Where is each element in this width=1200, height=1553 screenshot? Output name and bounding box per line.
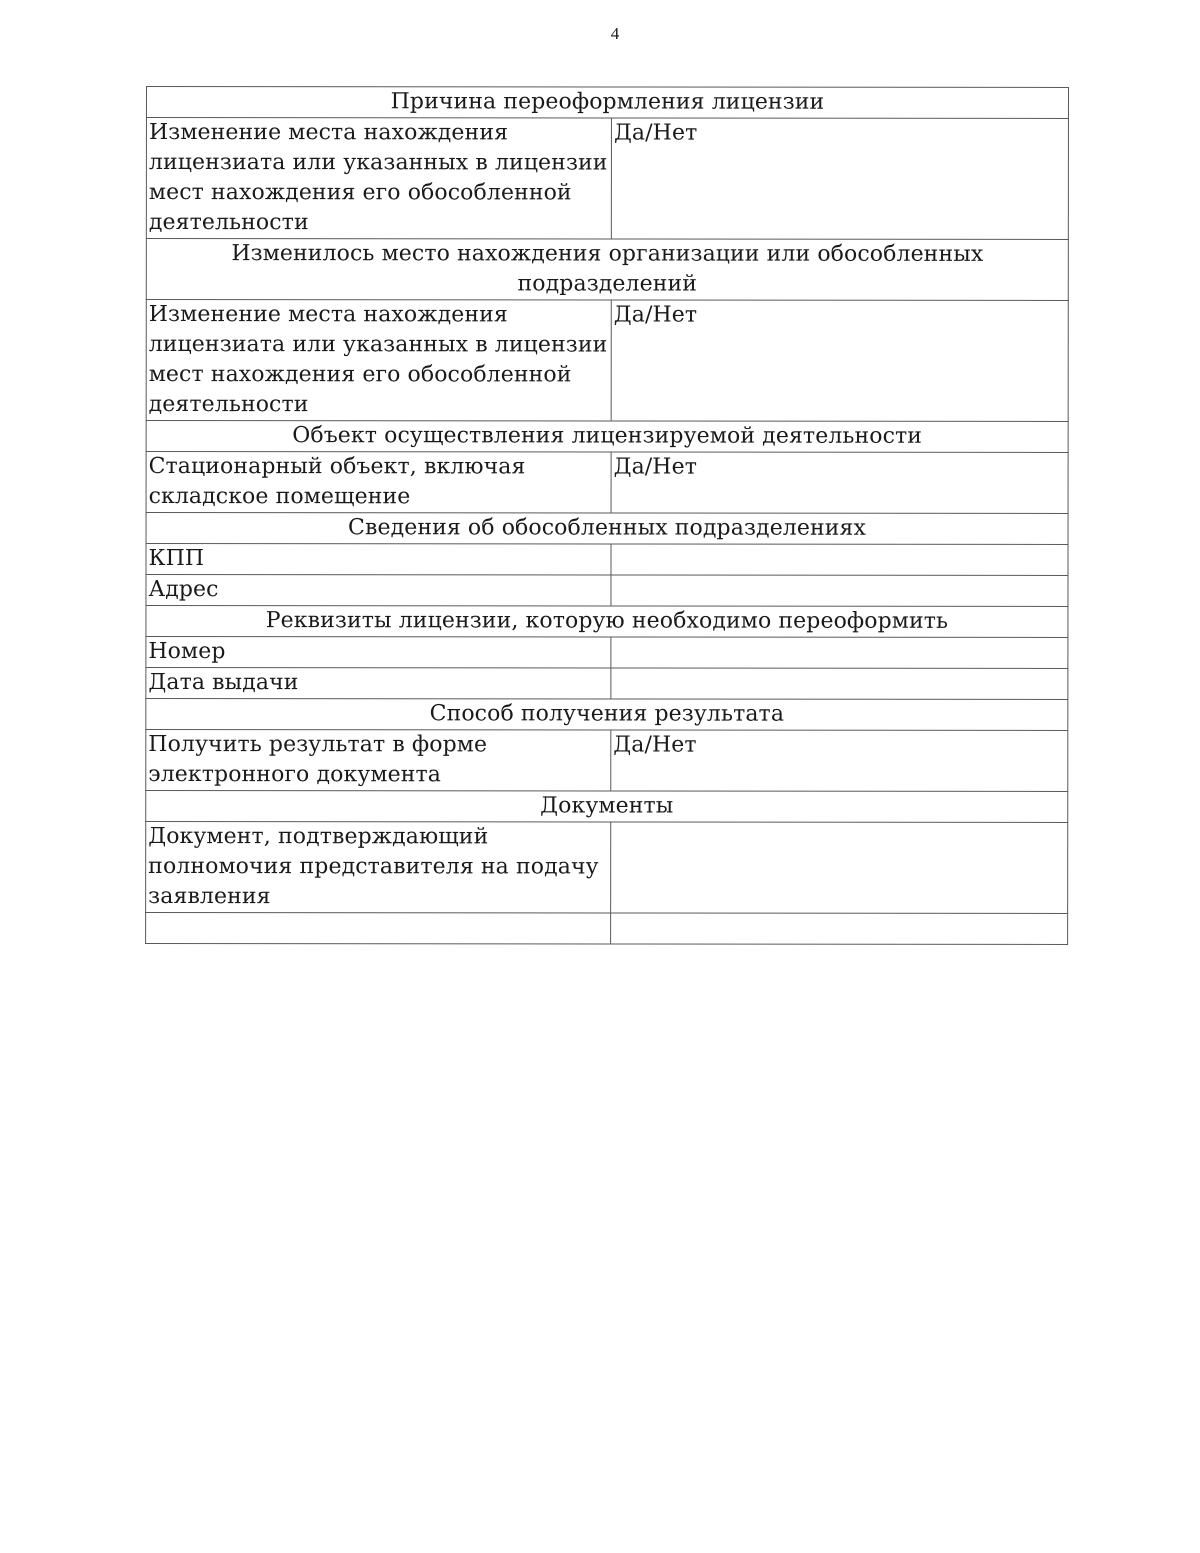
reason-row (146, 118, 1068, 240)
address-row (146, 575, 1068, 607)
section-header-row (146, 699, 1068, 731)
reason-title: Причина переоформления лицензии (146, 87, 1068, 119)
result-method-value[interactable]: Да/Нет (611, 730, 1068, 791)
object-value[interactable]: Да/Нет (611, 452, 1068, 513)
section-header-row (146, 791, 1068, 823)
kpp-label: КПП (146, 544, 611, 575)
license-number-label: Номер (146, 637, 611, 668)
license-details-title: Реквизиты лицензии, которую необходимо переоформить (146, 606, 1068, 638)
documents-title: Документы (146, 791, 1068, 823)
section-header-row (146, 239, 1068, 301)
reason-label: Изменение места нахождения лицензиата или указанных в лицензии мест нахождения его обособленной деятельности (146, 118, 611, 239)
subdivisions-title: Сведения об обособленных подразделениях (146, 513, 1068, 545)
issue-date-label: Дата выдачи (146, 668, 611, 699)
issue-date-row (146, 668, 1068, 700)
location-changed-value[interactable]: Да/Нет (611, 300, 1068, 421)
section-header-row (146, 421, 1068, 453)
section-header-row (146, 87, 1068, 119)
section-header-row (146, 513, 1068, 545)
result-method-row (146, 730, 1068, 792)
documents-extra-label (146, 913, 611, 944)
location-changed-title: Изменилось место нахождения организации или обособленных подразделений (146, 239, 1068, 301)
kpp-row (146, 544, 1068, 576)
documents-extra-row (146, 913, 1068, 945)
documents-row (146, 822, 1068, 914)
object-row (146, 452, 1068, 514)
license-number-value[interactable] (611, 637, 1068, 668)
address-label: Адрес (146, 575, 611, 606)
address-value[interactable] (611, 575, 1068, 606)
issue-date-value[interactable] (611, 668, 1068, 699)
result-method-label: Получить результат в форме электронного документа (146, 730, 611, 791)
object-label: Стационарный объект, включая складское помещение (146, 452, 611, 513)
kpp-value[interactable] (611, 544, 1068, 575)
documents-label: Документ, подтверждающий полномочия представителя на подачу заявления (146, 822, 611, 913)
section-header-row (146, 606, 1068, 638)
location-changed-row (146, 300, 1068, 422)
documents-extra-value[interactable] (611, 913, 1068, 944)
page-number: 4 (610, 24, 620, 43)
documents-value[interactable] (611, 822, 1068, 913)
reason-value[interactable]: Да/Нет (611, 118, 1068, 239)
result-method-title: Способ получения результата (146, 699, 1068, 731)
object-title: Объект осуществления лицензируемой деятельности (146, 421, 1068, 453)
license-reissue-form-table (145, 86, 1069, 945)
license-number-row (146, 637, 1068, 669)
location-changed-label: Изменение места нахождения лицензиата или указанных в лицензии мест нахождения его обособленной деятельности (146, 300, 611, 421)
